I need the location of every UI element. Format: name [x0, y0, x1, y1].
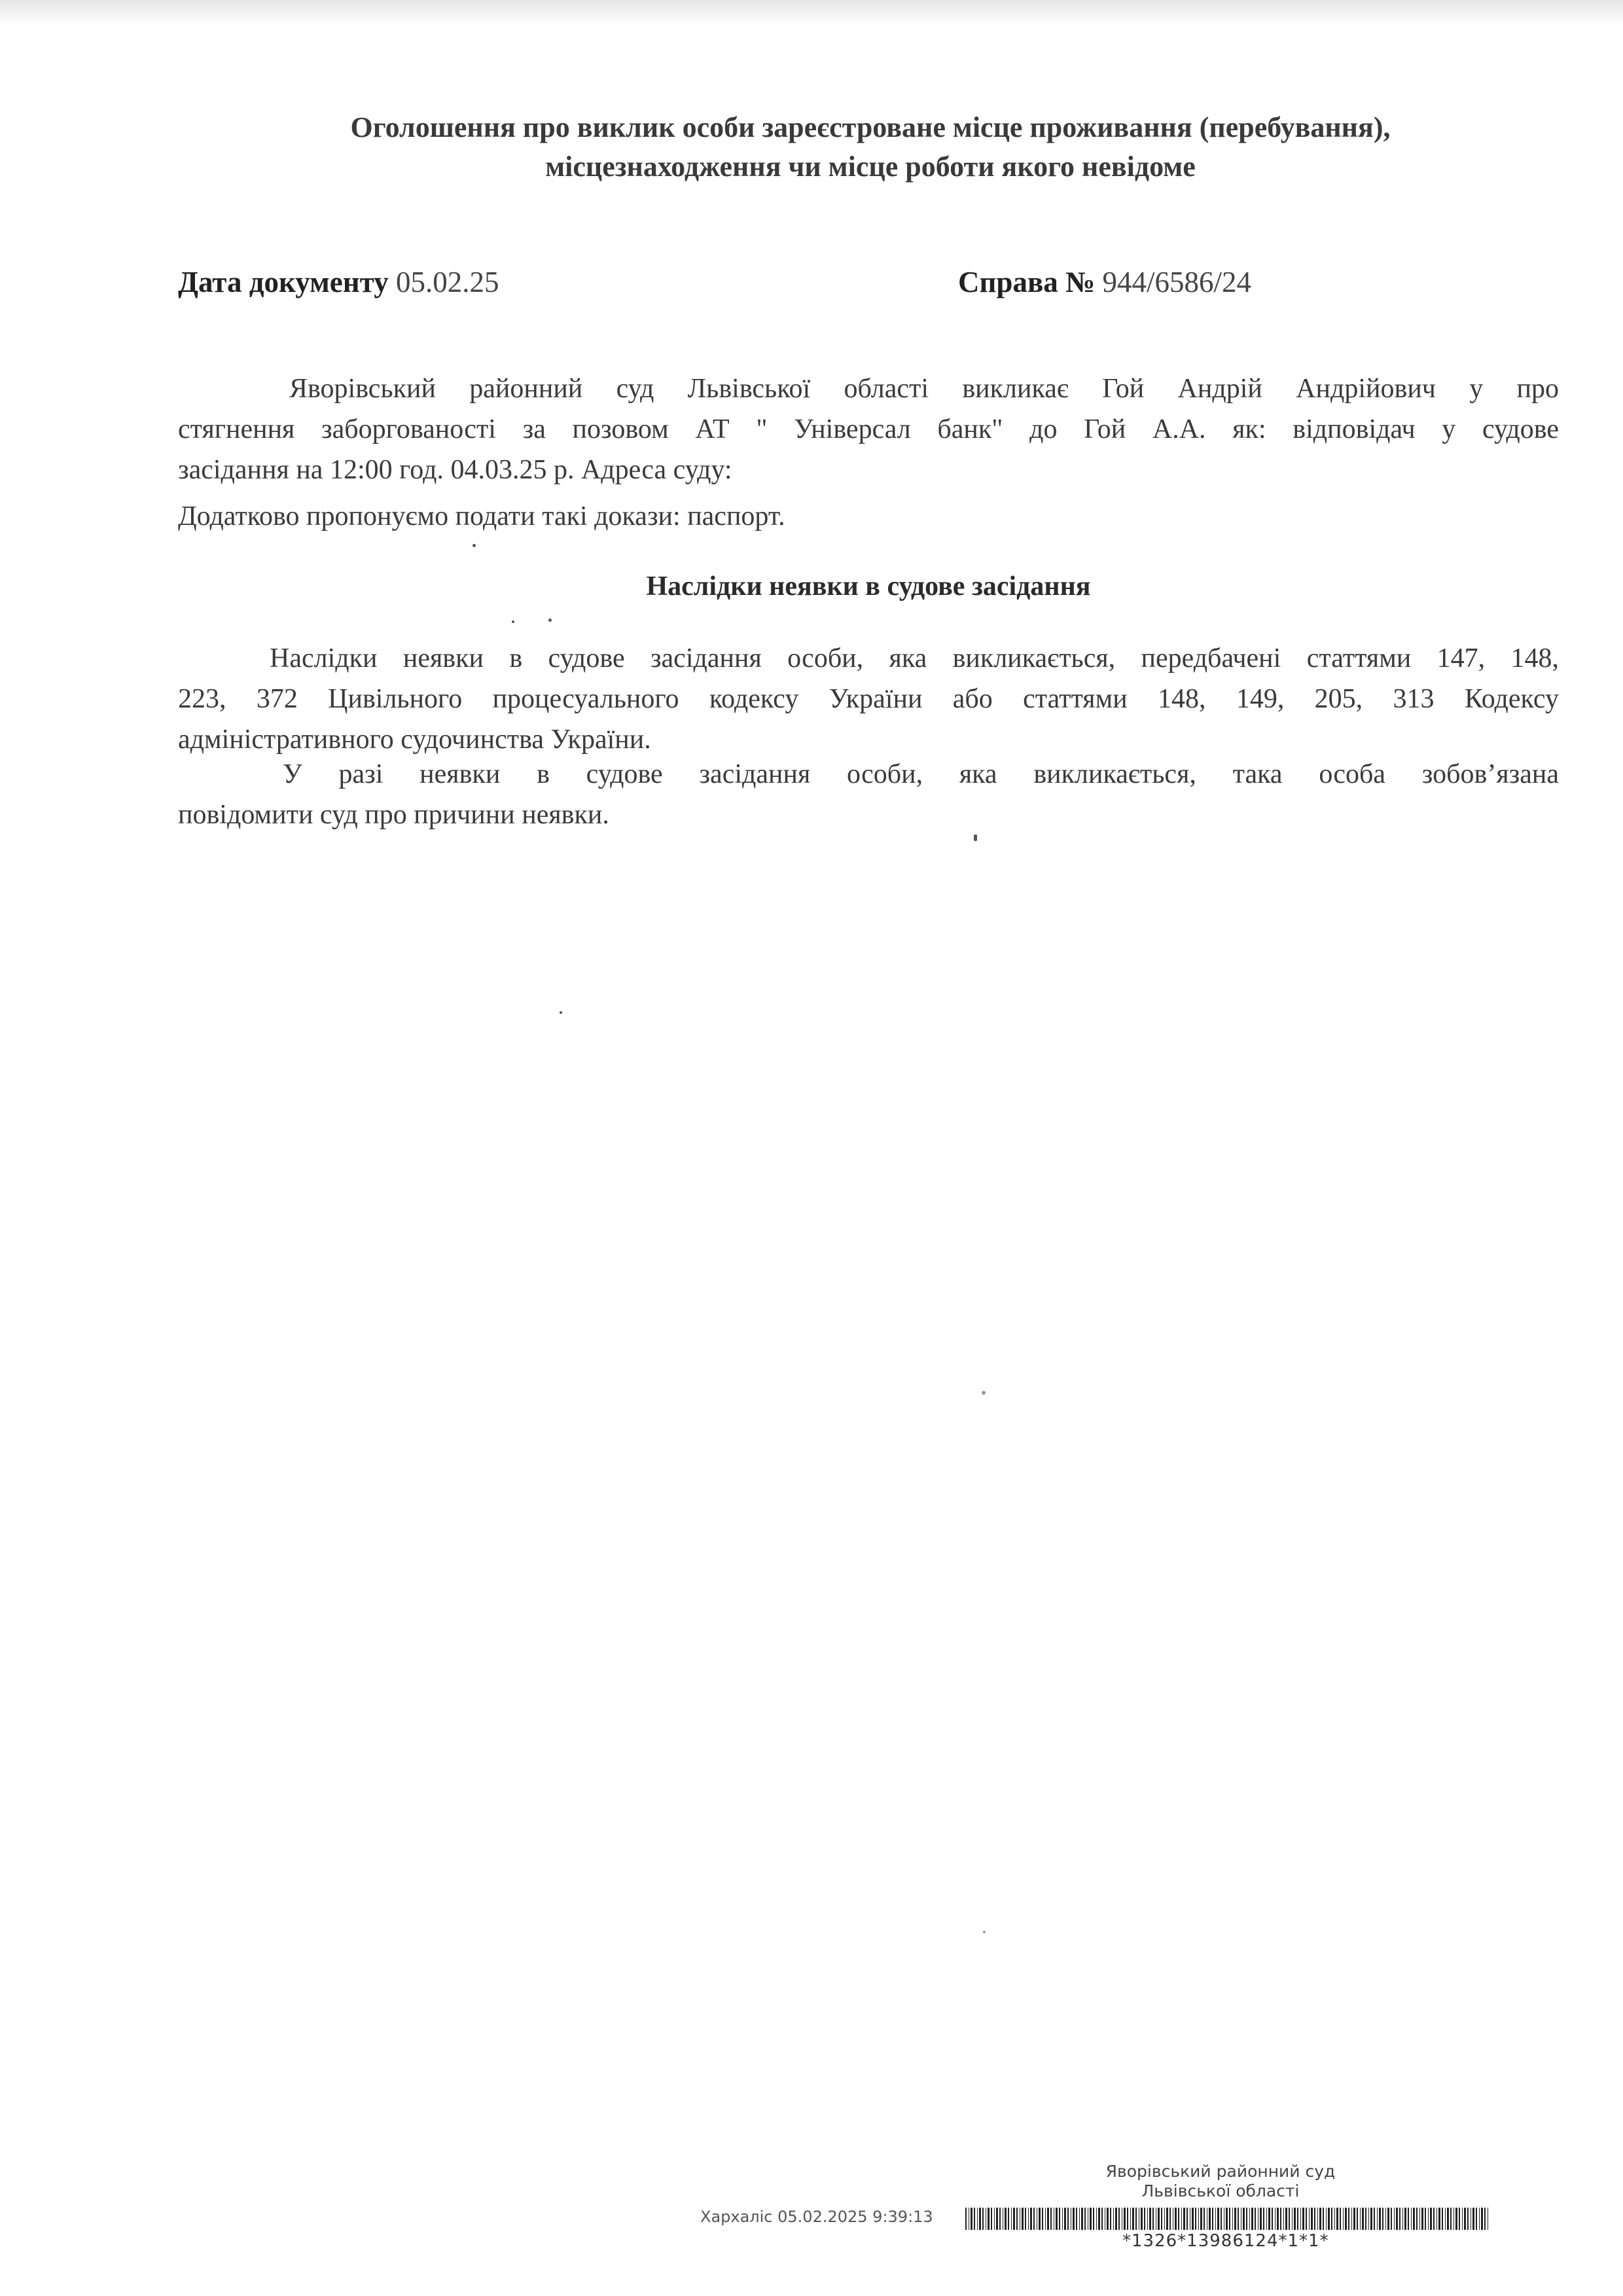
document-date — [178, 265, 499, 299]
notice-title-line-2: місцезнаходження чи місце роботи якого невідоме — [545, 151, 1196, 183]
consequences-heading: Наслідки неявки в судове засідання — [646, 571, 1091, 601]
scan-speck — [512, 620, 514, 623]
case-value: 944/6586/24 — [1102, 266, 1251, 298]
evidence-line: Додатково пропонуємо подати такі докази: паспорт. — [178, 501, 785, 531]
date-label: Дата документу — [178, 266, 389, 298]
summons-line: засідання на 12:00 год. 04.03.25 р. Адреса суду: — [178, 455, 732, 485]
stamp-court-line-1: Яворівський районний суд — [1105, 2162, 1336, 2181]
consequences-line: адміністративного судочинства України. — [178, 725, 651, 755]
case-label: Справа № — [958, 266, 1096, 298]
obligation-line: повідомити суд про причини неявки. — [178, 800, 609, 830]
evidence-paragraph — [178, 496, 1559, 537]
summons-line: стягнення заборгованості за позовом АТ " Універсал банк" до Гой А.А. як: відповідач у судове — [178, 414, 1559, 444]
stamp-court-line-2: Львівської області — [1141, 2181, 1300, 2200]
scan-speck — [560, 1011, 562, 1014]
consequences-line: Наслідки неявки в судове засідання особи, яка викликається, передбачені статтями 147, 148, — [270, 643, 1559, 673]
obligation-line: У разі неявки в судове засідання особи, яка викликається, така особа зобов’язана — [283, 759, 1559, 789]
notice-title-line-1: Оголошення про виклик особи зареєстроване місце проживання (перебування), — [350, 111, 1391, 143]
summons-line: Яворівський районний суд Львівської області викликає Гой Андрій Андрійович у про — [289, 374, 1559, 404]
registration-stamp — [700, 2162, 1505, 2267]
scan-speck — [473, 544, 476, 547]
barcode-icon — [965, 2208, 1489, 2230]
obligation-paragraph — [178, 754, 1559, 835]
notice-title — [170, 108, 1571, 187]
scan-speck — [982, 1391, 986, 1395]
summons-paragraph — [178, 368, 1559, 490]
scan-top-edge — [0, 0, 1623, 26]
stamp-operator-timestamp: Хархаліс 05.02.2025 9:39:13 — [700, 2208, 933, 2226]
date-value: 05.02.25 — [395, 266, 499, 298]
case-number — [958, 265, 1251, 299]
stamp-court-name — [1103, 2162, 1338, 2201]
scan-speck — [974, 834, 977, 841]
scan-speck — [983, 1931, 986, 1933]
barcode-number: *1326*13986124*1*1* — [1122, 2231, 1329, 2251]
scan-speck — [548, 619, 552, 622]
consequences-paragraph — [178, 638, 1559, 760]
consequences-line: 223, 372 Цивільного процесуального кодексу України або статтями 148, 149, 205, 313 Кодексу — [178, 684, 1559, 714]
